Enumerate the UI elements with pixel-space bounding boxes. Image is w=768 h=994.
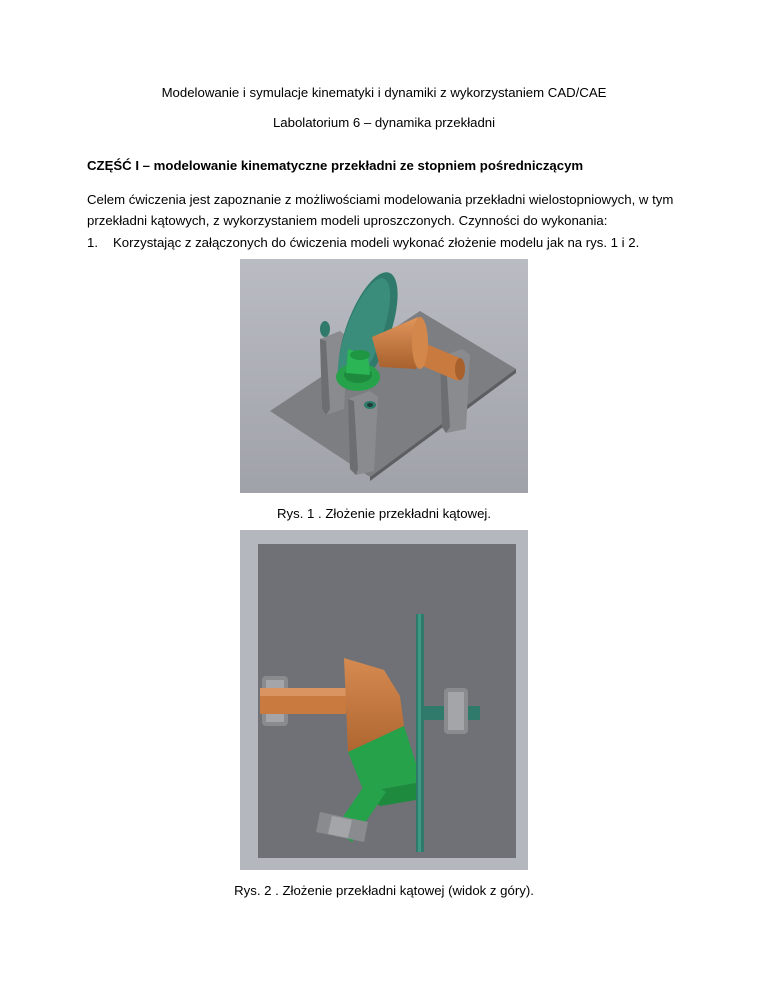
document-subtitle: Labolatorium 6 – dynamika przekładni: [272, 115, 496, 130]
step-text: Korzystając z załączonych do ćwiczenia modeli wykonać złożenie modelu jak na rys. 1 i 2.: [113, 235, 640, 250]
intro-paragraph: Celem ćwiczenia jest zapoznanie z możliwościami modelowania przekładni wielostopniowych, w tym przekładni kątowych, z wykorzystaniem modeli uproszczonych. Czynności do wykonania:: [87, 192, 674, 228]
step-item: [87, 235, 640, 251]
document-title: Modelowanie i symulacje kinematyki i dynamiki z wykorzystaniem CAD/CAE: [161, 85, 607, 100]
figure-2-image: [240, 530, 528, 870]
section-heading: CZĘŚĆ I – modelowanie kinematyczne przekładni ze stopniem pośredniczącym: [87, 158, 584, 173]
figure-1-image: [240, 259, 528, 493]
step-number: 1.: [87, 235, 98, 250]
figure-1-caption: Rys. 1 . Złożenie przekładni kątowej.: [276, 506, 492, 521]
figure-2-caption: Rys. 2 . Złożenie przekładni kątowej (widok z góry).: [234, 883, 534, 898]
